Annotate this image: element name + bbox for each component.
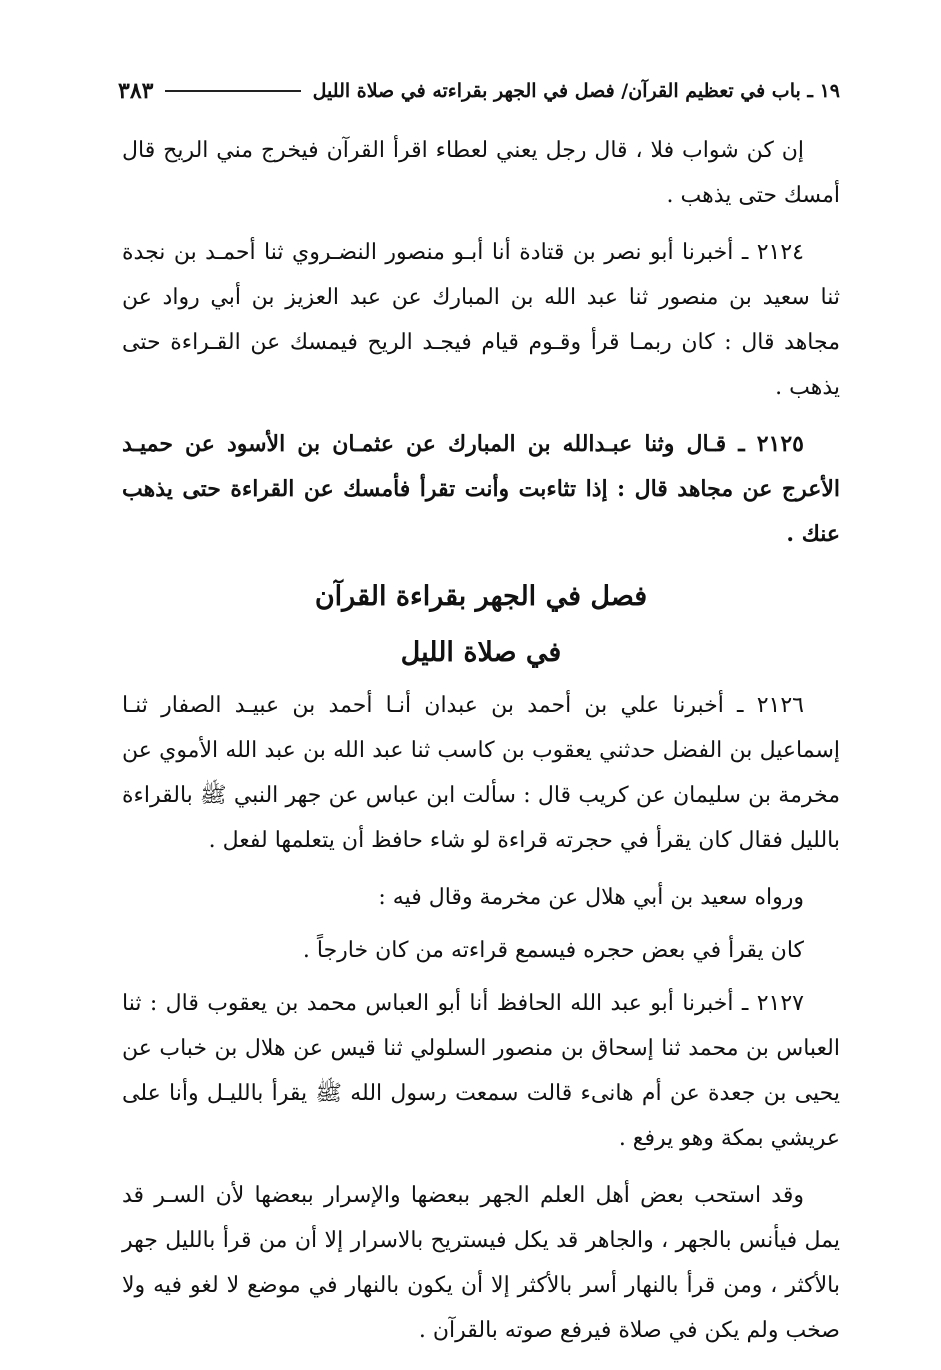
section-heading-line1: فصل في الجهر بقراءة القرآن [314, 581, 648, 612]
closing-paragraph: وقد استحب بعض أهل العلم الجهر ببعضها والإسرار ببعضها لأن السـر قد يمل فيأنس بالجهر ، والجاهر قد يكل فيستريح بالاسرار إلا أن من قرأ بالليل جهر بالأكثر ، ومن قرأ بالنهار أسر بالأكثر إلا أن يكون بالنهار في موضع لا لغو فيه ولا صخب ولم يكن في صلاة فيرفع صوته بالقرآن . [122, 1183, 840, 1343]
running-header [118, 74, 840, 108]
paragraph-continuation: إن كن شواب فلا ، قال رجل يعني لعطاء اقرأ القرآن فيخرج مني الريح قال أمسك حتى يذهب . [122, 138, 840, 208]
hadith-2125: ٢١٢٥ ـ قـال وثنا عبـدالله بن المبارك عن عثمـان بن الأسود عن حميـد الأعرج عن مجاهد قال : إذا تثاءبت وأنت تقرأ فأمسك عن القراءة حتى يذهب عنك . [122, 431, 840, 547]
page-number: ٣٨٣ [118, 78, 154, 104]
hadith-2126: ٢١٢٦ ـ أخبرنا علي بن أحمد بن عبدان أنـا أحمد بن عبيـد الصفار ثنـا إسماعيل بن الفضل حدثني يعقوب بن كاسب ثنا عبد الله بن عبد الله الأموي عن مخرمة بن سليمان عن كريب قال : سألت ابن عباس عن جهر النبي ﷺ بالقراءة بالليل فقال كان يقرأ في حجرته قراءة لو شاء حافظ أن يتعلمها لفعل . [122, 693, 840, 853]
narration-quote: كان يقرأ في بعض حجره فيسمع قراءته من كان خارجاً . [302, 938, 804, 963]
section-heading-line2: في صلاة الليل [400, 637, 562, 668]
header-rule [165, 90, 300, 92]
running-title: ١٩ ـ باب في تعظيم القرآن/ فصل في الجهر بقراءته في صلاة الليل [312, 80, 840, 102]
hadith-2127: ٢١٢٧ ـ أخبرنا أبو عبد الله الحافظ أنا أبو العباس محمد بن يعقوب قال : ثنا العباس بن محمد ثنا إسحاق بن منصور السلولي ثنا قيس عن هلال بن خباب عن يحيى بن جعدة عن أم هانىء قالت سمعت رسول الله ﷺ يقرأ بالليـل وأنا على عريشي بمكة وهو يرفع . [122, 991, 840, 1151]
body-text [122, 128, 840, 1365]
narration-note: ورواه سعيد بن أبي هلال عن مخرمة وقال فيه : [378, 885, 804, 910]
hadith-2124: ٢١٢٤ ـ أخبرنا أبو نصر بن قتادة أنا أبـو منصور النضـروي ثنا أحمـد بن نجدة ثنا سعيد بن منصور ثنا عبد الله بن المبارك عن عبد العزيز بن أبي رواد عن مجاهد قال : كان ربمـا قرأ وقـوم قيام فيجـد الريح فيمسك عن القـراءة حتى يذهب . [122, 240, 840, 400]
